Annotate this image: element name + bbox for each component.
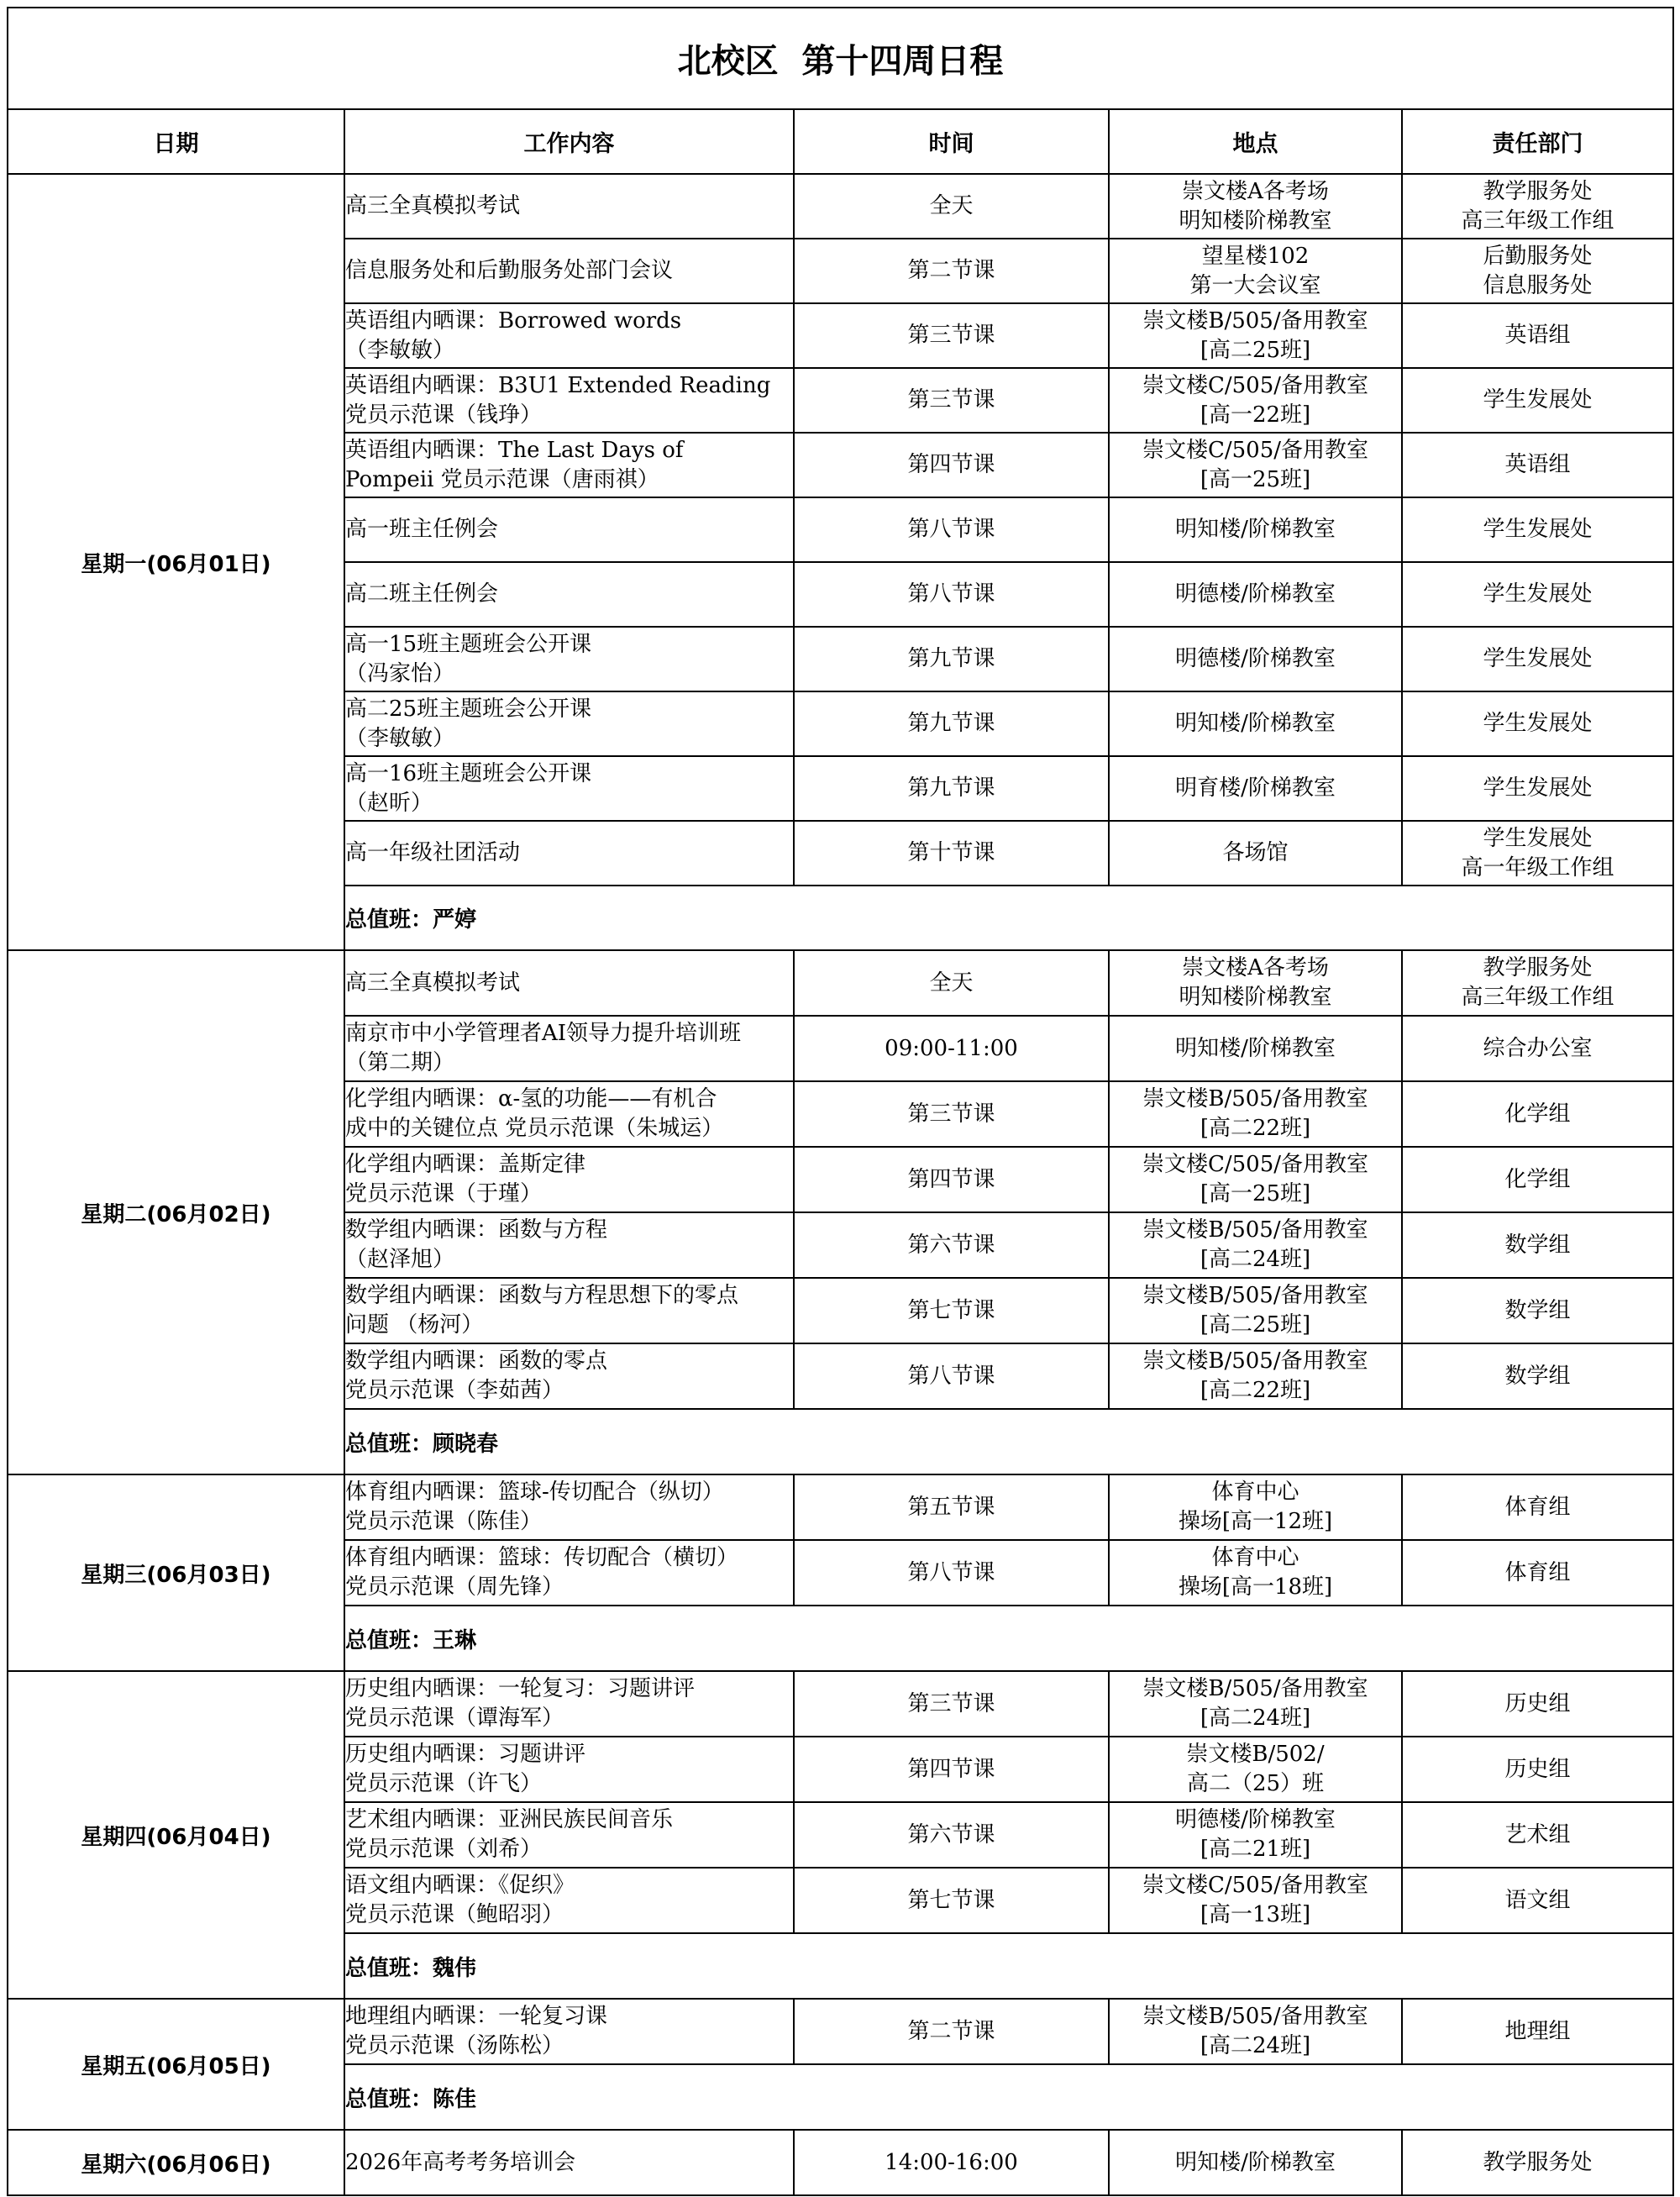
time-cell (794, 1737, 1109, 1802)
time-cell-line: 第四节课 (907, 1756, 995, 1782)
time-cell (794, 1147, 1109, 1212)
dept-cell (1402, 239, 1673, 303)
duty-officer: 总值班：严婷 (344, 886, 1673, 950)
dept-cell (1402, 368, 1673, 433)
place-cell-line: [高二24班] (1200, 1247, 1311, 1272)
dept-cell-line: 学生发展处 (1483, 775, 1593, 801)
time-cell (794, 433, 1109, 497)
work-content-line: Pompeii 党员示范课（唐雨祺） (345, 466, 659, 492)
dept-cell (1402, 497, 1673, 562)
place-cell-line: 明德楼/阶梯教室 (1175, 1807, 1336, 1832)
dept-cell-line: 教学服务处 (1483, 955, 1593, 980)
header-time: 时间 (794, 109, 1109, 174)
place-cell-line: 望星楼102 (1201, 243, 1310, 269)
time-cell (794, 239, 1109, 303)
dept-cell (1402, 174, 1673, 239)
work-content (344, 562, 794, 627)
work-content-line: 语文组内晒课：《促织》 (345, 1873, 575, 1898)
dept-cell (1402, 433, 1673, 497)
place-cell (1109, 756, 1402, 821)
header-place: 地点 (1109, 109, 1402, 174)
work-content-line: 历史组内晒课：一轮复习：习题讲评 (345, 1676, 696, 1701)
dept-cell-line: 化学组 (1504, 1166, 1571, 1192)
place-cell-line: [高二22班] (1200, 1116, 1311, 1141)
time-cell-line: 第六节课 (907, 1232, 995, 1258)
work-content-line: （第二期） (345, 1050, 455, 1075)
dept-cell-line: 学生发展处 (1483, 646, 1593, 671)
time-cell-line: 第四节课 (907, 1166, 995, 1192)
work-content-line: 党员示范课（于瑾） (345, 1181, 543, 1206)
dept-cell-line: 学生发展处 (1483, 825, 1593, 851)
time-cell-line: 09:00-11:00 (885, 1035, 1018, 1061)
place-cell-line: [高二25班] (1200, 1312, 1311, 1338)
place-cell-line: 崇文楼B/505/备用教室 (1142, 1348, 1368, 1374)
place-cell-line: 操场[高一12班] (1178, 1509, 1333, 1534)
dept-cell-line: 学生发展处 (1483, 581, 1593, 607)
dept-cell-line: 历史组 (1504, 1756, 1571, 1782)
place-cell (1109, 691, 1402, 756)
place-cell-line: 崇文楼B/505/备用教室 (1142, 307, 1368, 334)
schedule-body (8, 174, 1673, 2195)
work-content (344, 627, 794, 691)
header-date: 日期 (8, 109, 344, 174)
table-row (8, 1999, 1673, 2064)
duty-officer: 总值班：魏伟 (344, 1933, 1673, 1999)
place-cell-line: [高一25班] (1200, 1181, 1311, 1206)
time-cell-line: 第四节课 (907, 452, 995, 477)
work-content (344, 1081, 794, 1147)
place-cell-line: 明知楼/阶梯教室 (1175, 711, 1336, 736)
dept-cell-line: 高三年级工作组 (1461, 985, 1614, 1010)
dept-cell (1402, 1343, 1673, 1409)
dept-cell-line: 数学组 (1504, 1232, 1571, 1258)
place-cell (1109, 1802, 1402, 1868)
work-content-line: 地理组内晒课：一轮复习课 (345, 2004, 608, 2029)
work-content-line: 党员示范课（谭海军） (345, 1706, 564, 1731)
dept-cell (1402, 1147, 1673, 1212)
dept-cell (1402, 1737, 1673, 1802)
time-cell (794, 821, 1109, 886)
place-cell (1109, 497, 1402, 562)
work-content (344, 1278, 794, 1343)
work-content-line: （冯家怡） (345, 660, 455, 686)
duty-officer: 总值班：顾晓春 (344, 1409, 1673, 1474)
work-content (344, 1212, 794, 1278)
place-cell (1109, 1081, 1402, 1147)
place-cell-line: 明知楼阶梯教室 (1179, 985, 1332, 1010)
dept-cell-line: 体育组 (1504, 1559, 1571, 1585)
work-content (344, 497, 794, 562)
work-content (344, 1802, 794, 1868)
dept-cell (1402, 1671, 1673, 1737)
work-content-line: 党员示范课（刘希） (345, 1837, 543, 1862)
day-label: 星期一(06月01日) (8, 174, 344, 950)
time-cell (794, 627, 1109, 691)
place-cell-line: [高二25班] (1200, 337, 1311, 363)
place-cell-line: 体育中心 (1211, 1480, 1299, 1505)
place-cell (1109, 1474, 1402, 1540)
place-cell-line: 崇文楼B/505/备用教室 (1142, 1283, 1368, 1308)
place-cell-line: 崇文楼B/505/备用教室 (1142, 2004, 1368, 2029)
time-cell (794, 1999, 1109, 2064)
time-cell-line: 第六节课 (907, 1821, 995, 1847)
time-cell-line: 第九节课 (907, 711, 995, 736)
work-content-line: 体育组内晒课：篮球：传切配合（横切） (345, 1545, 739, 1570)
work-content (344, 174, 794, 239)
dept-cell (1402, 1802, 1673, 1868)
dept-cell-line: 英语组 (1504, 452, 1571, 477)
time-cell-line: 第八节课 (907, 517, 995, 542)
dept-cell-line: 化学组 (1504, 1101, 1571, 1127)
place-cell-line: 各场馆 (1222, 840, 1289, 865)
work-content (344, 1540, 794, 1606)
work-content-line: 问题 （杨河） (345, 1312, 484, 1338)
place-cell (1109, 627, 1402, 691)
time-cell-line: 全天 (929, 970, 974, 996)
time-cell (794, 368, 1109, 433)
time-cell-line: 第八节课 (907, 1363, 995, 1389)
dept-cell-line: 高三年级工作组 (1461, 208, 1614, 234)
place-cell-line: 崇文楼C/505/备用教室 (1142, 372, 1369, 398)
place-cell-line: 明育楼/阶梯教室 (1175, 775, 1336, 801)
place-cell (1109, 1540, 1402, 1606)
place-cell (1109, 303, 1402, 368)
dept-cell-line: 后勤服务处 (1483, 243, 1593, 269)
table-row (8, 2130, 1673, 2195)
work-content-line: （李敏敏） (345, 725, 455, 751)
dept-cell (1402, 1999, 1673, 2064)
work-content (344, 1147, 794, 1212)
place-cell-line: 崇文楼A各考场 (1182, 178, 1329, 204)
time-cell (794, 756, 1109, 821)
day-label: 星期三(06月03日) (8, 1474, 344, 1671)
place-cell (1109, 174, 1402, 239)
time-cell-line: 全天 (929, 193, 974, 218)
time-cell-line: 第三节课 (907, 1101, 995, 1127)
dept-cell (1402, 1540, 1673, 1606)
time-cell-line: 第三节课 (907, 387, 995, 413)
time-cell (794, 1802, 1109, 1868)
time-cell-line: 第五节课 (907, 1494, 995, 1520)
dept-cell (1402, 562, 1673, 627)
place-cell-line: [高一25班] (1200, 466, 1311, 492)
work-content (344, 2130, 794, 2195)
work-content (344, 1868, 794, 1933)
day-label: 星期二(06月02日) (8, 950, 344, 1474)
place-cell-line: 明知楼/阶梯教室 (1175, 1035, 1336, 1061)
dept-cell-line: 地理组 (1504, 2018, 1571, 2044)
place-cell-line: 崇文楼B/505/备用教室 (1142, 1086, 1368, 1112)
time-cell (794, 950, 1109, 1016)
work-content-line: （赵泽旭） (345, 1247, 455, 1272)
work-content-line: 党员示范课（汤陈松） (345, 2033, 564, 2058)
time-cell (794, 1474, 1109, 1540)
place-cell (1109, 1212, 1402, 1278)
table-row (8, 174, 1673, 239)
work-content-line: 高三全真模拟考试 (345, 970, 521, 996)
time-cell-line: 第二节课 (907, 258, 995, 283)
place-cell-line: 操场[高一18班] (1178, 1574, 1333, 1600)
day-label: 星期四(06月04日) (8, 1671, 344, 1999)
place-cell-line: 崇文楼C/505/备用教室 (1142, 437, 1369, 463)
work-content (344, 821, 794, 886)
work-content-line: 高一16班主题班会公开课 (345, 760, 592, 786)
time-cell-line: 第三节课 (907, 1690, 995, 1716)
work-content-line: 化学组内晒课：α-氢的功能——有机合 (345, 1086, 717, 1112)
time-cell-line: 第七节课 (907, 1887, 995, 1913)
dept-cell-line: 高一年级工作组 (1461, 854, 1614, 880)
dept-cell-line: 语文组 (1504, 1887, 1571, 1913)
place-cell (1109, 1999, 1402, 2064)
dept-cell-line: 学生发展处 (1483, 517, 1593, 542)
work-content-line: 高二25班主题班会公开课 (345, 696, 592, 722)
dept-cell-line: 学生发展处 (1483, 711, 1593, 736)
place-cell-line: 崇文楼C/505/备用教室 (1142, 1152, 1369, 1177)
place-cell-line: 崇文楼C/505/备用教室 (1142, 1873, 1369, 1898)
time-cell (794, 303, 1109, 368)
dept-cell (1402, 1016, 1673, 1081)
work-content-line: 高一年级社团活动 (345, 840, 521, 865)
work-content-line: 高三全真模拟考试 (345, 193, 521, 218)
time-cell-line: 第十节课 (907, 840, 995, 865)
dept-cell (1402, 691, 1673, 756)
time-cell (794, 1540, 1109, 1606)
work-content (344, 368, 794, 433)
time-cell (794, 1081, 1109, 1147)
work-content-line: 英语组内晒课：The Last Days of (345, 437, 684, 463)
work-content-line: 南京市中小学管理者AI领导力提升培训班 (345, 1021, 742, 1046)
time-cell-line: 14:00-16:00 (885, 2149, 1018, 2175)
time-cell (794, 1343, 1109, 1409)
place-cell-line: 崇文楼B/505/备用教室 (1142, 1217, 1368, 1243)
header-content: 工作内容 (344, 109, 794, 174)
dept-cell-line: 学生发展处 (1483, 387, 1593, 413)
dept-cell-line: 英语组 (1504, 323, 1571, 348)
place-cell (1109, 1671, 1402, 1737)
time-cell (794, 174, 1109, 239)
work-content (344, 239, 794, 303)
time-cell (794, 497, 1109, 562)
work-content-line: 2026年高考考务培训会 (345, 2149, 576, 2175)
work-content (344, 756, 794, 821)
dept-cell (1402, 1081, 1673, 1147)
dept-cell (1402, 1868, 1673, 1933)
place-cell (1109, 368, 1402, 433)
table-row (8, 1671, 1673, 1737)
place-cell-line: 明知楼/阶梯教室 (1175, 2149, 1336, 2175)
dept-cell-line: 数学组 (1504, 1363, 1571, 1389)
work-content (344, 1474, 794, 1540)
place-cell-line: [高二21班] (1200, 1837, 1311, 1862)
dept-cell-line: 信息服务处 (1483, 272, 1593, 298)
work-content (344, 691, 794, 756)
dept-cell (1402, 950, 1673, 1016)
time-cell (794, 562, 1109, 627)
place-cell-line: 第一大会议室 (1189, 272, 1321, 298)
place-cell-line: [高一22班] (1200, 402, 1311, 428)
time-cell (794, 2130, 1109, 2195)
header-dept: 责任部门 (1402, 109, 1673, 174)
dept-cell (1402, 2130, 1673, 2195)
place-cell (1109, 1016, 1402, 1081)
work-content-line: 体育组内晒课：篮球-传切配合（纵切） (345, 1480, 724, 1505)
place-cell (1109, 433, 1402, 497)
time-cell-line: 第三节课 (907, 323, 995, 348)
dept-cell-line: 教学服务处 (1483, 2149, 1593, 2175)
time-cell-line: 第二节课 (907, 2018, 995, 2044)
time-cell-line: 第八节课 (907, 581, 995, 607)
work-content (344, 1737, 794, 1802)
work-content-line: 党员示范课（周先锋） (345, 1574, 564, 1600)
dept-cell (1402, 1212, 1673, 1278)
work-content (344, 1999, 794, 2064)
place-cell (1109, 821, 1402, 886)
work-content-line: 党员示范课（陈佳） (345, 1509, 543, 1534)
place-cell-line: 崇文楼A各考场 (1182, 955, 1329, 980)
dept-cell-line: 综合办公室 (1483, 1035, 1593, 1061)
dept-cell-line: 教学服务处 (1483, 178, 1593, 204)
duty-officer: 总值班：陈佳 (344, 2064, 1673, 2130)
work-content-line: 英语组内晒课：B3U1 Extended Reading (345, 372, 771, 398)
work-content-line: （赵昕） (345, 790, 433, 816)
dept-cell (1402, 627, 1673, 691)
place-cell-line: [高二24班] (1200, 2033, 1311, 2058)
dept-cell-line: 数学组 (1504, 1297, 1571, 1323)
time-cell-line: 第九节课 (907, 775, 995, 801)
dept-cell (1402, 756, 1673, 821)
work-content-line: 信息服务处和后勤服务处部门会议 (345, 258, 674, 283)
place-cell (1109, 1737, 1402, 1802)
dept-cell-line: 历史组 (1504, 1690, 1571, 1716)
time-cell (794, 1671, 1109, 1737)
dept-cell-line: 艺术组 (1504, 1821, 1571, 1847)
place-cell-line: 体育中心 (1211, 1545, 1299, 1570)
work-content-line: 数学组内晒课：函数与方程 (345, 1217, 608, 1243)
work-content-line: 党员示范课（鲍昭羽） (345, 1902, 564, 1927)
work-content-line: 数学组内晒课：函数的零点 (345, 1348, 608, 1374)
place-cell-line: [高二22班] (1200, 1378, 1311, 1403)
work-content-line: 化学组内晒课：盖斯定律 (345, 1152, 586, 1177)
duty-officer: 总值班：王琳 (344, 1606, 1673, 1671)
day-label: 星期六(06月06日) (8, 2130, 344, 2195)
place-cell (1109, 950, 1402, 1016)
place-cell-line: [高二24班] (1200, 1706, 1311, 1731)
work-content (344, 433, 794, 497)
place-cell (1109, 1278, 1402, 1343)
dept-cell-line: 体育组 (1504, 1494, 1571, 1520)
dept-cell (1402, 303, 1673, 368)
table-row (8, 1474, 1673, 1540)
place-cell (1109, 1868, 1402, 1933)
dept-cell (1402, 821, 1673, 886)
dept-cell (1402, 1474, 1673, 1540)
time-cell (794, 1212, 1109, 1278)
place-cell-line: 崇文楼B/502/ (1186, 1742, 1325, 1767)
place-cell (1109, 1343, 1402, 1409)
work-content-line: 成中的关键位点 党员示范课（朱城运） (345, 1116, 724, 1141)
work-content-line: 高二班主任例会 (345, 581, 499, 607)
time-cell-line: 第七节课 (907, 1297, 995, 1323)
work-content (344, 303, 794, 368)
work-content-line: （李敏敏） (345, 337, 455, 363)
place-cell-line: 高二（25）班 (1186, 1771, 1325, 1796)
time-cell-line: 第八节课 (907, 1559, 995, 1585)
table-row (8, 950, 1673, 1016)
work-content-line: 英语组内晒课：Borrowed words (345, 307, 682, 334)
day-label: 星期五(06月05日) (8, 1999, 344, 2130)
work-content-line: 党员示范课（钱琤） (345, 402, 543, 428)
work-content (344, 1343, 794, 1409)
page-title: 北校区 第十四周日程 (8, 8, 1673, 109)
work-content (344, 1016, 794, 1081)
work-content-line: 党员示范课（许飞） (345, 1771, 543, 1796)
time-cell (794, 1278, 1109, 1343)
place-cell (1109, 239, 1402, 303)
work-content-line: 高一15班主题班会公开课 (345, 631, 592, 657)
place-cell (1109, 2130, 1402, 2195)
place-cell (1109, 562, 1402, 627)
work-content-line: 数学组内晒课：函数与方程思想下的零点 (345, 1283, 739, 1308)
work-content-line: 高一班主任例会 (345, 517, 499, 542)
place-cell-line: 崇文楼B/505/备用教室 (1142, 1676, 1368, 1701)
place-cell-line: [高一13班] (1200, 1902, 1311, 1927)
place-cell-line: 明知楼/阶梯教室 (1175, 517, 1336, 542)
work-content (344, 1671, 794, 1737)
place-cell-line: 明德楼/阶梯教室 (1175, 581, 1336, 607)
work-content (344, 950, 794, 1016)
place-cell-line: 明知楼阶梯教室 (1179, 208, 1332, 234)
time-cell (794, 1016, 1109, 1081)
work-content-line: 历史组内晒课：习题讲评 (345, 1742, 586, 1767)
work-content-line: 党员示范课（李茹茜） (345, 1378, 564, 1403)
schedule-table (7, 7, 1674, 2196)
time-cell (794, 1868, 1109, 1933)
place-cell (1109, 1147, 1402, 1212)
time-cell (794, 691, 1109, 756)
time-cell-line: 第九节课 (907, 646, 995, 671)
dept-cell (1402, 1278, 1673, 1343)
work-content-line: 艺术组内晒课：亚洲民族民间音乐 (345, 1807, 674, 1832)
place-cell-line: 明德楼/阶梯教室 (1175, 646, 1336, 671)
